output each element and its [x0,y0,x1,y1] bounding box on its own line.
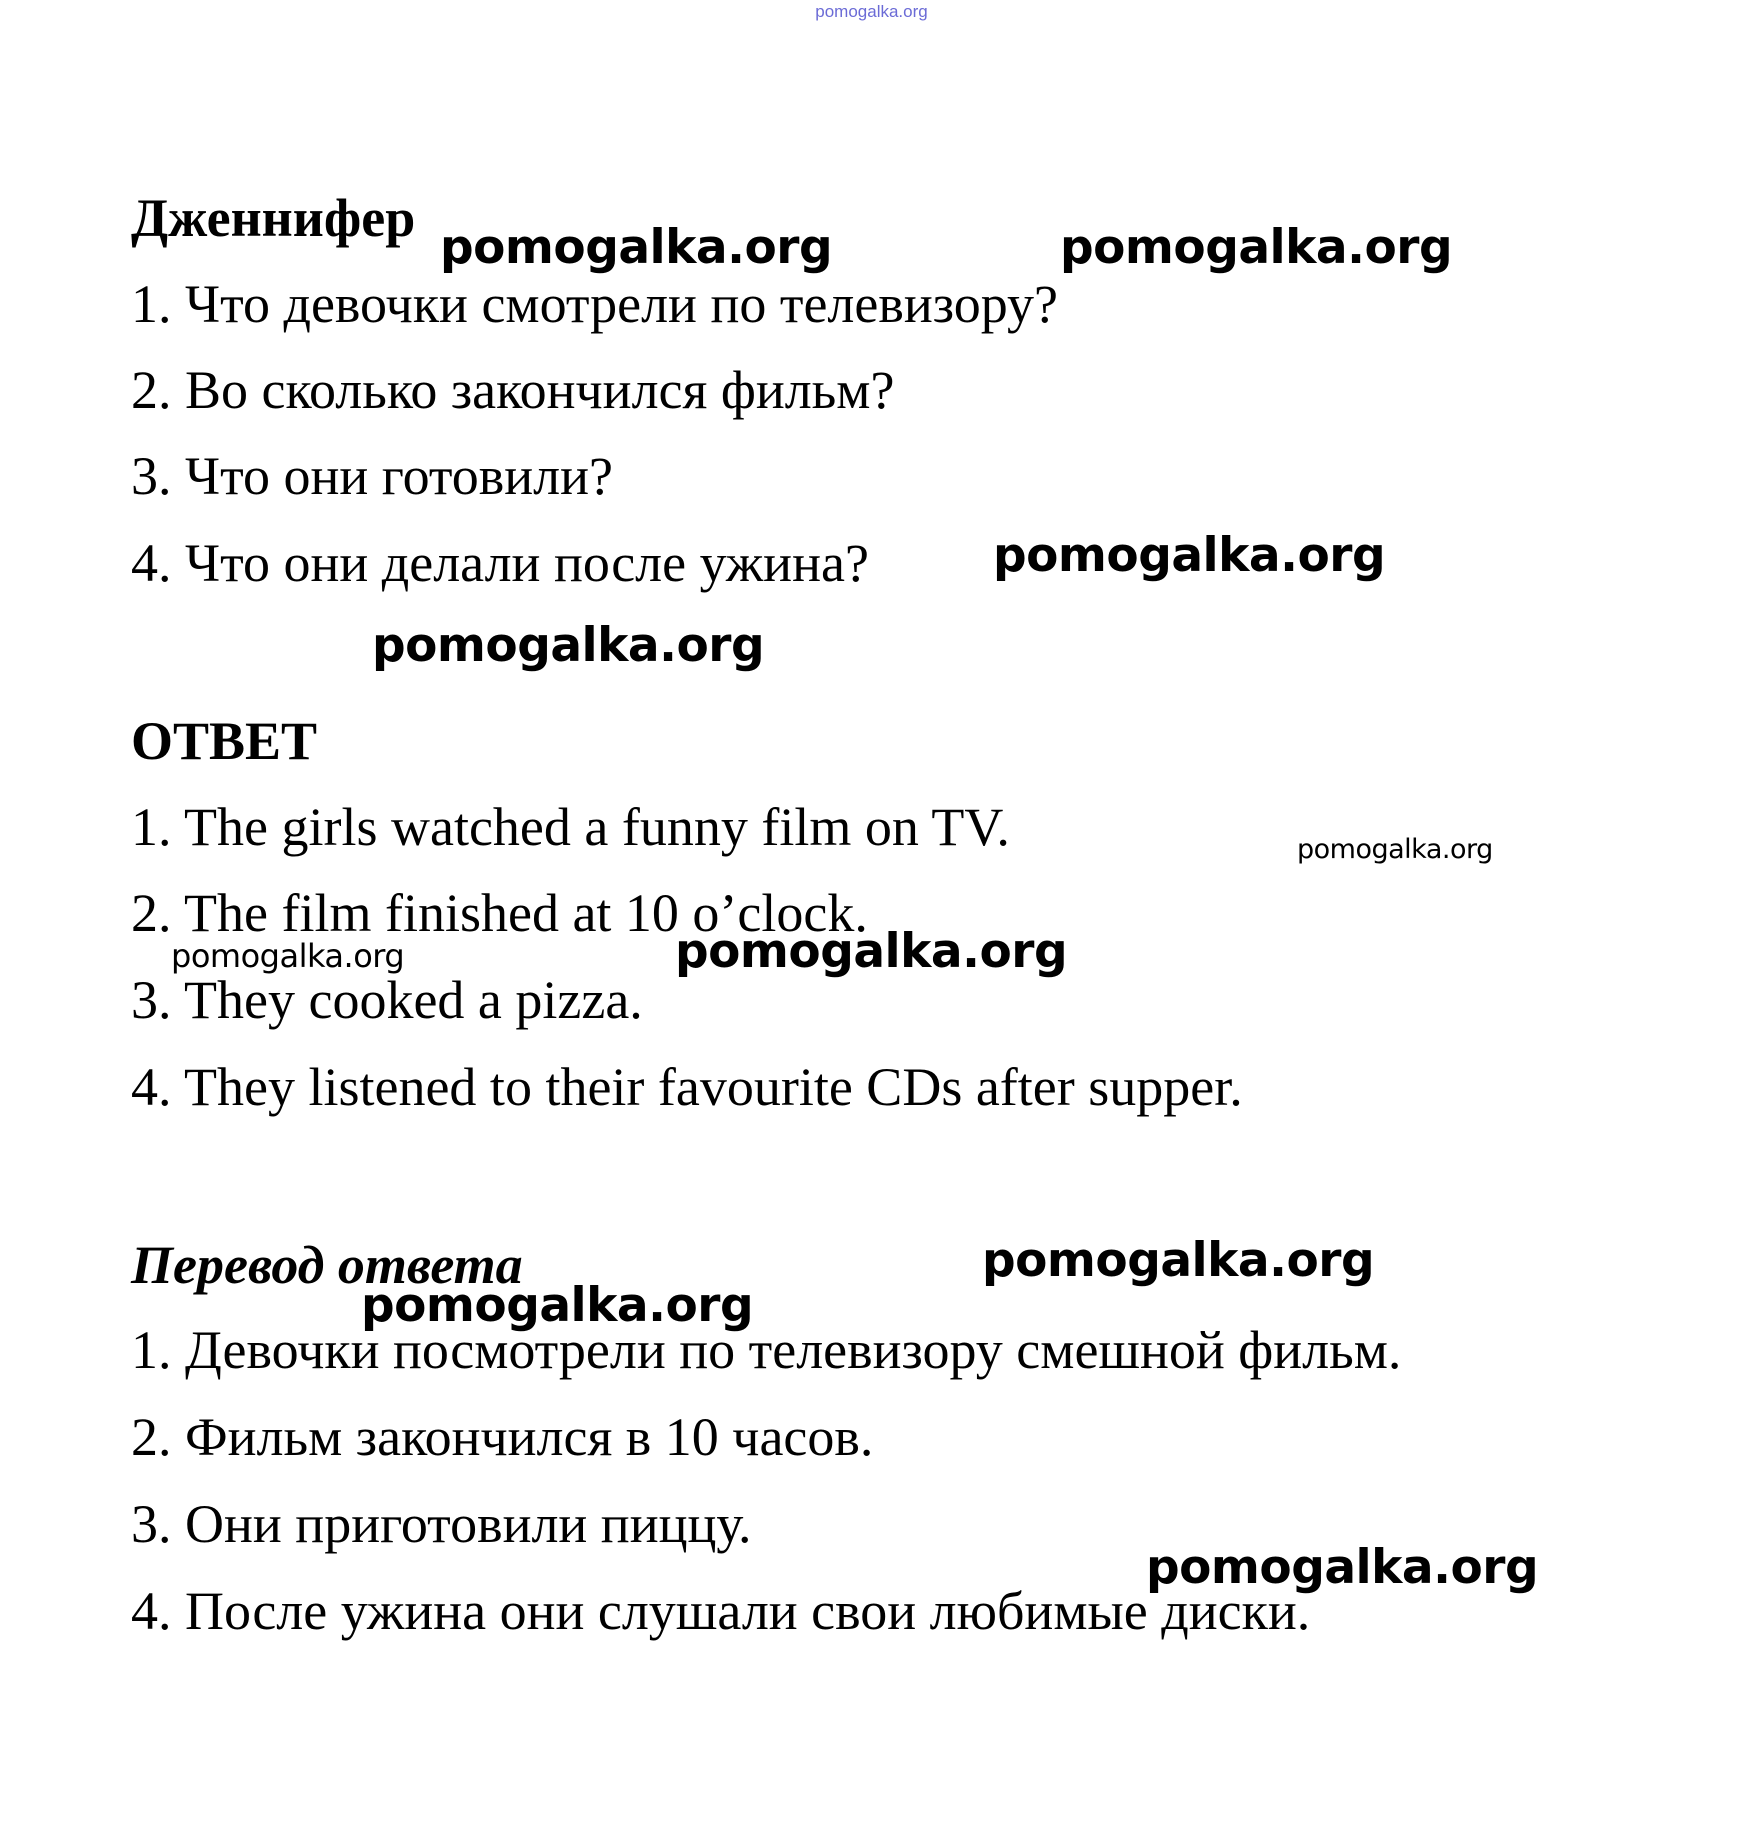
question-2: 2. Во сколько закончился фильм? [131,360,895,420]
translation-2: 2. Фильм закончился в 10 часов. [131,1407,874,1467]
answer-3: 3. They cooked a pizza. [131,970,643,1030]
translation-3: 3. Они приготовили пиццу. [131,1494,752,1554]
answer-heading: ОТВЕТ [131,711,318,771]
questions-heading: Дженнифер [131,188,416,248]
watermark: pomogalka.org [1060,220,1453,275]
watermark: pomogalka.org [361,1278,754,1333]
answer-2: 2. The film finished at 10 o’clock. [131,883,868,943]
answer-4: 4. They listened to their favourite CDs after supper. [131,1057,1243,1117]
watermark: pomogalka.org [440,220,833,275]
question-1: 1. Что девочки смотрели по телевизору? [131,274,1058,334]
watermark: pomogalka.org [993,528,1386,583]
question-4: 4. Что они делали после ужина? [131,533,869,593]
answer-1: 1. The girls watched a funny film on TV. [131,797,1010,857]
watermark: pomogalka.org [1297,834,1493,865]
translation-4: 4. После ужина они слушали свои любимые диски. [131,1581,1311,1641]
translation-heading: Перевод ответа [131,1235,523,1295]
question-3: 3. Что они готовили? [131,446,613,506]
watermark: pomogalka.org [982,1233,1375,1288]
watermark: pomogalka.org [1146,1540,1539,1595]
translation-1: 1. Девочки посмотрели по телевизору смешной фильм. [131,1320,1402,1380]
site-link[interactable]: pomogalka.org [815,2,928,21]
watermark: pomogalka.org [675,924,1068,979]
watermark: pomogalka.org [171,937,405,975]
watermark: pomogalka.org [372,618,765,673]
